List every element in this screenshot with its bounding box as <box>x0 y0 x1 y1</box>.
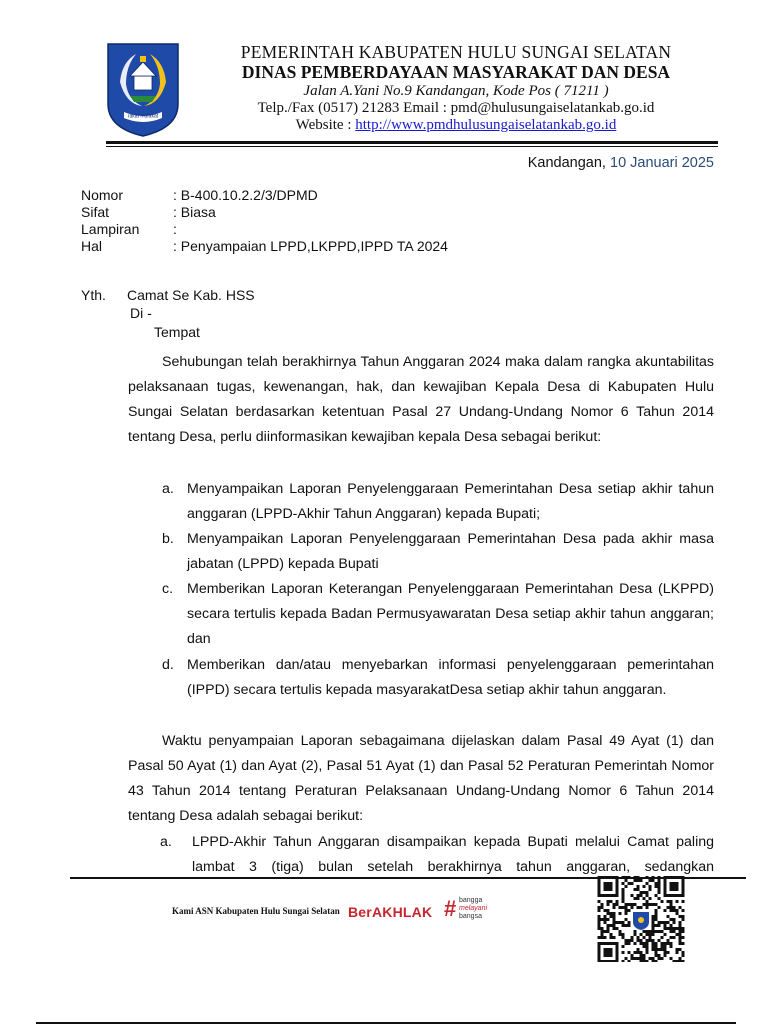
footer-slogan: Kami ASN Kabupaten Hulu Sungai Selatan <box>172 906 340 916</box>
meta-lampiran <box>81 222 177 236</box>
meta-value: : B-400.10.2.2/3/DPMD <box>173 187 318 203</box>
svg-text:rakat mufakat: rakat mufakat <box>127 113 159 120</box>
meta-label: Sifat <box>81 204 110 220</box>
list-item-text: LPPD-Akhir Tahun Anggaran disampaikan kepada Bupati melalui Camat paling lambat 3 (tiga) bulan setelah berakhirnya tahun anggaran, sedangkan <box>192 834 714 874</box>
meta-sifat <box>81 205 216 219</box>
meta-label: Hal <box>81 238 103 254</box>
list-item <box>162 577 714 652</box>
body-paragraph-1 <box>128 350 714 450</box>
meta-label: Lampiran <box>81 221 140 237</box>
list-item <box>160 830 714 874</box>
meta-nomor <box>81 188 318 202</box>
hashtag-icon: # <box>444 896 457 921</box>
website-label: Website : <box>295 117 356 133</box>
list-marker: b. <box>162 531 174 547</box>
regency-emblem-logo <box>106 42 180 138</box>
agency-government-line: PEMERINTAH KABUPATEN HULU SUNGAI SELATAN <box>240 42 672 62</box>
agency-website-line <box>188 118 724 133</box>
list-marker: a. <box>160 834 172 850</box>
meta-label: Nomor <box>81 187 124 203</box>
addressee-yth: Yth. <box>81 287 106 303</box>
meta-value: : Biasa <box>173 204 216 220</box>
meta-value: : <box>173 221 177 237</box>
list-item-text: Memberikan Laporan Keterangan Penyelenggaraan Pemerintahan Desa (LKPPD) secara tertulis kepada Badan Permusyawaratan Desa setiap akhir tahun anggaran; dan <box>187 581 714 647</box>
meta-value: : Penyampaian LPPD,LKPPD,IPPD TA 2024 <box>173 238 448 254</box>
letter-date <box>528 155 714 171</box>
list-item-text: Memberikan dan/atau menyebarkan informasi penyelenggaraan pemerintahan (IPPD) secara tertulis kepada masyarakatDesa setiap akhir tahun anggaran. <box>187 657 714 698</box>
letterhead-divider-thick <box>106 141 718 144</box>
list-marker: c. <box>162 581 174 597</box>
bangga-melayani-bangsa-logo <box>444 896 504 924</box>
addressee-di: Di - <box>130 305 152 321</box>
bangga-word-top: bangga <box>459 897 483 904</box>
body-paragraph-2 <box>128 729 714 829</box>
agency-contact: Telp./Fax (0517) 21283 Email : pmd@hulusungaiselatankab.go.id <box>257 100 655 116</box>
paragraph-text: Waktu penyampaian Laporan sebagaimana dijelaskan dalam Pasal 49 Ayat (1) dan Pasal 50 Ayat (1) dan Ayat (2), Pasal 51 Ayat (1) dan Pasal 52 Peraturan Pemerintah Nomor 43 Tahun 2014 tentang Peraturan Pelaksanaan Undang-Undang Nomor 6 Tahun 2014 tentang Desa adalah sebagai berikut: <box>128 733 714 824</box>
berakhlak-logo: BerAKHLAK <box>348 904 433 920</box>
date-place: Kandangan, <box>527 155 610 171</box>
letterhead-divider-thin <box>106 146 718 147</box>
meta-hal <box>81 239 448 253</box>
list-marker: a. <box>162 481 174 497</box>
paragraph-text: Sehubungan telah berakhirnya Tahun Anggaran 2024 maka dalam rangka akuntabilitas pelaksanaan tugas, kewenangan, hak, dan kewajiban Kepala Desa di Kabupaten Hulu Sungai Selatan berdasarkan ketentuan Pasal 27 Undang-Undang Nomor 6 Tahun 2014 tentang Desa, perlu diinformasikan kewajiban kepala Desa sebagai berikut: <box>128 354 714 445</box>
addressee-recipient: Camat Se Kab. HSS <box>127 287 255 303</box>
addressee-place: Tempat <box>154 324 200 340</box>
website-link[interactable]: http://www.pmdhulusungaiselatankab.go.id <box>355 117 617 133</box>
qr-code-icon[interactable] <box>597 876 685 962</box>
list-item <box>162 477 714 527</box>
date-value: 10 Januari 2025 <box>610 155 714 171</box>
list-marker: d. <box>162 657 174 673</box>
list-item <box>162 527 714 577</box>
bangga-word-bottom: bangsa <box>459 913 482 920</box>
agency-name: DINAS PEMBERDAYAAN MASYARAKAT DAN DESA <box>241 62 671 82</box>
bangga-word-mid: melayani <box>459 905 488 912</box>
list-item <box>162 653 714 703</box>
list-2-clip <box>160 828 720 874</box>
list-item-text: Menyampaikan Laporan Penyelenggaraan Pemerintahan Desa setiap akhir tahun anggaran (LPPD-Akhir Tahun Anggaran) kepada Bupati; <box>187 481 714 522</box>
agency-address: Jalan A.Yani No.9 Kandangan, Kode Pos ( 71211 ) <box>303 83 609 99</box>
list-item-text: Menyampaikan Laporan Penyelenggaraan Pemerintahan Desa pada akhir masa jabatan (LPPD) kepada Bupati <box>187 531 714 572</box>
